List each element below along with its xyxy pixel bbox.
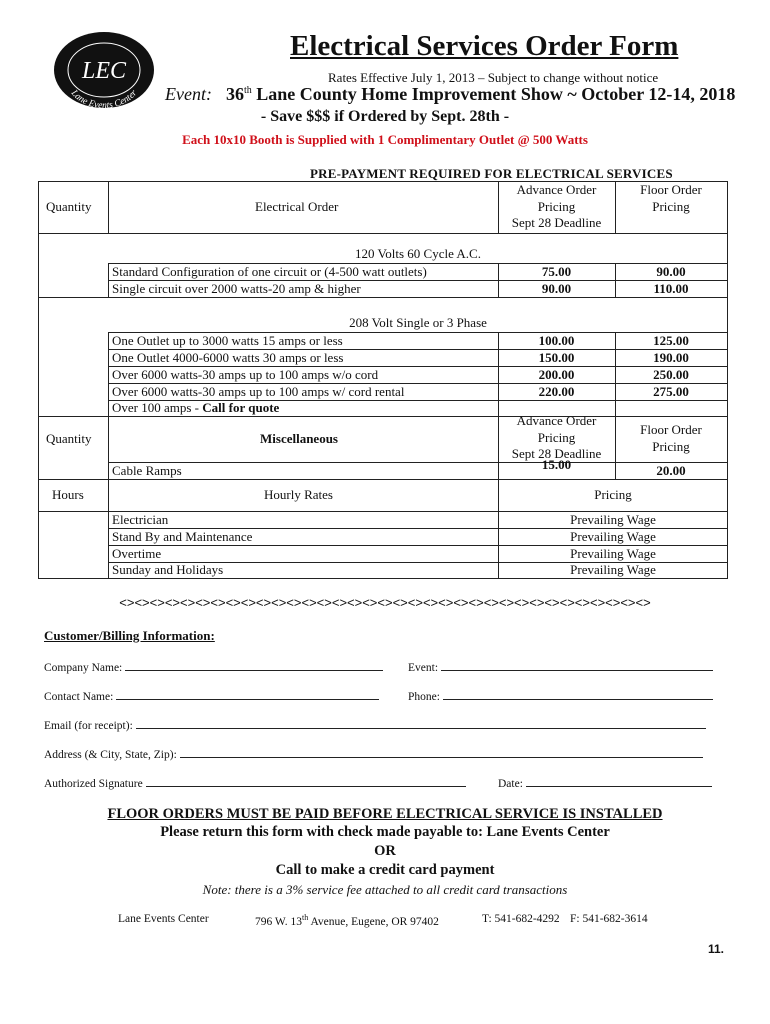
authorized-signature-field[interactable]: Authorized Signature <box>44 776 466 790</box>
section-120-volts: 120 Volts 60 Cycle A.C. <box>355 246 481 261</box>
row-208-3-floor: 250.00 <box>653 367 689 382</box>
row-120-1-advance: 75.00 <box>541 264 572 279</box>
prepayment-note: PRE-PAYMENT REQUIRED FOR ELECTRICAL SERVICES <box>310 166 673 181</box>
row-208-1-desc: One Outlet up to 3000 watts 15 amps or less <box>112 333 343 348</box>
call-for-quote: Call for quote <box>202 400 280 415</box>
hourly-row-4-price: Prevailing Wage <box>570 562 656 577</box>
footer-phone: T: 541-682-4292 <box>482 913 560 925</box>
hourly-rates-header: Hourly Rates <box>264 487 333 502</box>
logo-ring-text: Lane Events Center <box>68 88 140 110</box>
cable-ramps-advance: 15.00 <box>541 457 572 472</box>
save-note: - Save $$$ if Ordered by Sept. 28th - <box>260 108 510 125</box>
form-title: Electrical Services Order Form <box>290 30 679 62</box>
credit-card-note: Call to make a credit card payment <box>275 862 495 878</box>
electrical-order-table <box>38 181 728 579</box>
cable-ramps-floor: 20.00 <box>656 463 686 478</box>
cable-ramps-desc: Cable Ramps <box>112 463 182 478</box>
misc-floor-header: Floor Order Pricing <box>640 422 702 454</box>
event-number-suffix: th <box>243 85 252 96</box>
row-120-2-advance: 90.00 <box>541 281 572 296</box>
event-field[interactable]: Event: <box>408 660 713 674</box>
event-name: Lane County Home Improvement Show ~ October 12-14, 2018 <box>251 84 736 104</box>
hourly-row-3-price: Prevailing Wage <box>570 546 656 561</box>
service-fee-note: Note: there is a 3% service fee attached to all credit card transactions <box>202 882 568 897</box>
return-form-note: Please return this form with check made payable to: Lane Events Center <box>160 824 610 840</box>
pricing-header: Pricing <box>594 487 632 502</box>
advance-pricing-header: Advance Order Pricing Sept 28 Deadline <box>511 182 602 231</box>
floor-orders-warning: FLOOR ORDERS MUST BE PAID BEFORE ELECTRICAL SERVICE IS INSTALLED <box>107 806 663 822</box>
floor-pricing-header: Floor Order Pricing <box>640 182 702 214</box>
lane-events-center-logo <box>52 30 156 110</box>
row-120-1-desc: Standard Configuration of one circuit or (4-500 watt outlets) <box>112 264 427 279</box>
page-number: 11. <box>708 942 725 956</box>
separator-line: <><><><><><><><><><><><><><><><><><><><><><><><><><><><><><><><><><><> <box>119 595 651 610</box>
row-208-4-floor: 275.00 <box>653 384 689 399</box>
footer-address: 796 W. 13th Avenue, Eugene, OR 97402 <box>255 913 439 928</box>
misc-header: Miscellaneous <box>260 431 338 446</box>
hourly-row-1-desc: Electrician <box>112 512 169 527</box>
logo-initials: LEC <box>81 58 127 84</box>
or-text: OR <box>374 843 396 859</box>
email-field[interactable]: Email (for receipt): <box>44 718 706 732</box>
company-name-field[interactable]: Company Name: <box>44 660 383 674</box>
row-208-2-desc: One Outlet 4000-6000 watts 30 amps or less <box>112 350 344 365</box>
row-208-3-desc: Over 6000 watts-30 amps up to 100 amps w/o cord <box>112 367 379 382</box>
hours-header: Hours <box>52 487 84 502</box>
footer-org: Lane Events Center <box>118 913 209 925</box>
footer-fax: F: 541-682-3614 <box>570 913 648 925</box>
event-line <box>165 84 735 105</box>
section-208-volts: 208 Volt Single or 3 Phase <box>349 315 487 330</box>
row-208-4-advance: 220.00 <box>538 384 575 399</box>
row-120-2-floor: 110.00 <box>653 281 689 296</box>
hourly-row-4-desc: Sunday and Holidays <box>112 562 224 577</box>
row-over-100-amps: Over 100 amps - Call for quote <box>112 400 280 415</box>
hourly-row-2-desc: Stand By and Maintenance <box>112 529 253 544</box>
row-208-4-desc: Over 6000 watts-30 amps up to 100 amps w/ cord rental <box>112 384 405 399</box>
date-field[interactable]: Date: <box>498 776 712 790</box>
misc-quantity-header: Quantity <box>46 431 92 446</box>
customer-billing-heading: Customer/Billing Information: <box>44 628 215 643</box>
row-208-3-advance: 200.00 <box>538 367 575 382</box>
hourly-row-3-desc: Overtime <box>112 546 162 561</box>
phone-field[interactable]: Phone: <box>408 689 713 703</box>
row-208-1-floor: 125.00 <box>653 333 689 348</box>
hourly-row-1-price: Prevailing Wage <box>570 512 656 527</box>
misc-advance-header: Advance Order Pricing Sept 28 Deadline <box>511 413 602 462</box>
rates-effective-note: Rates Effective July 1, 2013 – Subject to change without notice <box>328 70 659 85</box>
hourly-row-2-price: Prevailing Wage <box>570 529 656 544</box>
booth-note: Each 10x10 Booth is Supplied with 1 Complimentary Outlet @ 500 Watts <box>182 132 588 147</box>
row-208-2-advance: 150.00 <box>538 350 575 365</box>
electrical-order-header: Electrical Order <box>255 199 339 214</box>
event-number: 36 <box>225 84 244 104</box>
row-120-1-floor: 90.00 <box>656 264 686 279</box>
row-208-2-floor: 190.00 <box>653 350 689 365</box>
row-120-2-desc: Single circuit over 2000 watts-20 amp & higher <box>112 281 361 296</box>
quantity-header: Quantity <box>46 199 92 214</box>
event-label: Event: <box>165 84 212 104</box>
address-field[interactable]: Address (& City, State, Zip): <box>44 747 703 761</box>
contact-name-field[interactable]: Contact Name: <box>44 689 379 703</box>
row-208-1-advance: 100.00 <box>538 333 575 348</box>
